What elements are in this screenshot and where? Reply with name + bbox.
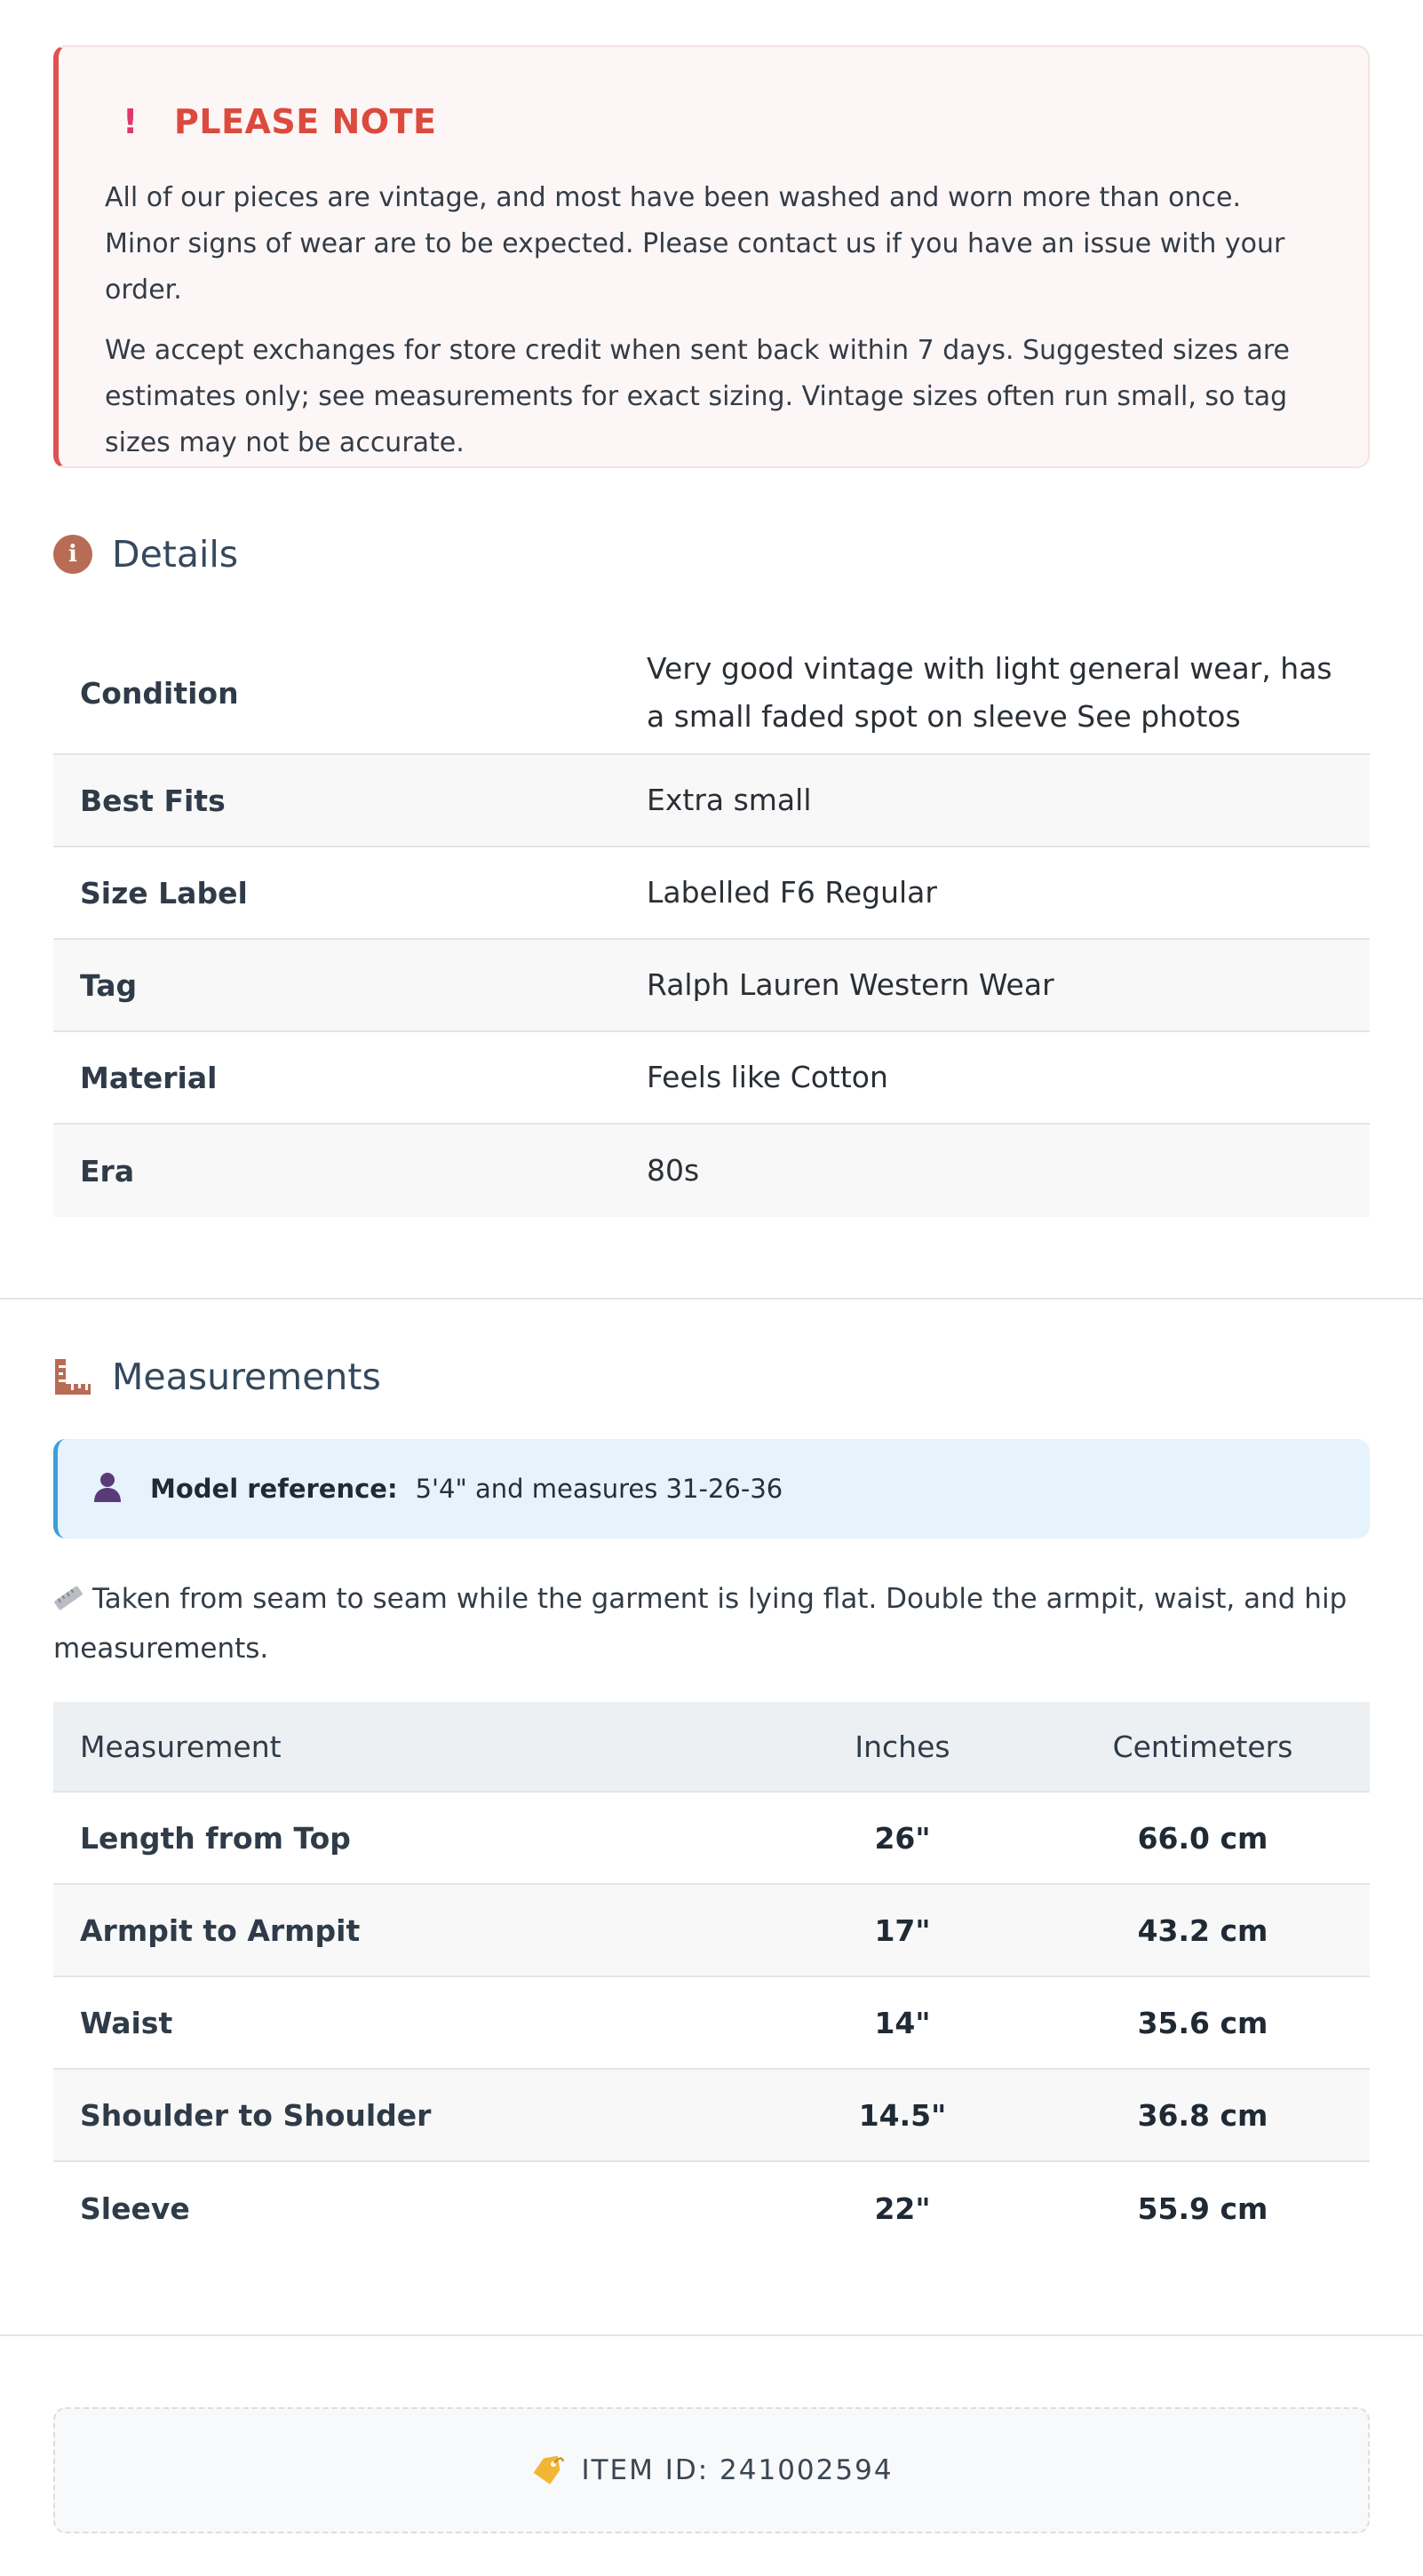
- measurement-name: Waist: [80, 2005, 173, 2040]
- detail-value: Very good vintage with light general wear, has a small faded spot on sleeve See photos: [647, 651, 1332, 734]
- measurement-cm: 35.6 cm: [1137, 2005, 1268, 2040]
- measurement-inches: 26": [874, 1820, 931, 1856]
- table-row: [53, 1793, 1370, 1885]
- measurement-name: Sleeve: [80, 2190, 190, 2226]
- detail-label: Era: [80, 1153, 135, 1189]
- table-header-row: [53, 1702, 1370, 1793]
- measurements-table: [53, 1702, 1370, 2254]
- table-row: [53, 755, 1370, 847]
- notice-paragraph: All of our pieces are vintage, and most have been washed and worn more than once. Minor signs of wear are to be expected. Please contact us if you have an issue with your order.: [105, 182, 1285, 306]
- item-id-text: ITEM ID: 241002594: [581, 2454, 894, 2486]
- measurement-cm: 43.2 cm: [1137, 1912, 1268, 1948]
- detail-value: Ralph Lauren Western Wear: [647, 967, 1054, 1002]
- measurement-cm: 36.8 cm: [1137, 2097, 1268, 2133]
- detail-label: Best Fits: [80, 783, 226, 818]
- detail-value: Feels like Cotton: [647, 1060, 888, 1094]
- table-row: [53, 2070, 1370, 2162]
- table-row: [53, 847, 1370, 940]
- exclamation-icon: !: [123, 102, 139, 141]
- measurement-note: [53, 1576, 1370, 1672]
- column-header: Centimeters: [1112, 1729, 1293, 1764]
- detail-label: Material: [80, 1060, 218, 1095]
- person-icon: [91, 1471, 123, 1507]
- measurement-name: Shoulder to Shoulder: [80, 2097, 432, 2133]
- info-icon: i: [53, 535, 92, 574]
- measurement-inches: 14.5": [858, 2097, 947, 2133]
- notice-box: [53, 45, 1370, 468]
- section-divider: [0, 1298, 1423, 1300]
- table-row: [53, 1885, 1370, 1977]
- ruler-icon: [53, 1357, 92, 1396]
- detail-label: Size Label: [80, 875, 248, 910]
- measurement-note-text: Taken from seam to seam while the garment is lying flat. Double the armpit, waist, and hip measurements.: [53, 1583, 1347, 1665]
- detail-value: Extra small: [647, 783, 812, 817]
- table-row: [53, 1032, 1370, 1125]
- item-id-box: [53, 2407, 1370, 2533]
- measurement-cm: 55.9 cm: [1137, 2190, 1268, 2226]
- details-header: [53, 528, 238, 581]
- measurement-name: Armpit to Armpit: [80, 1912, 361, 1948]
- details-table: [53, 632, 1370, 1217]
- table-row: [53, 1977, 1370, 2070]
- notice-title: PLEASE NOTE: [174, 102, 437, 141]
- measurement-inches: 14": [874, 2005, 931, 2040]
- measurement-inches: 22": [874, 2190, 931, 2226]
- measurement-name: Length from Top: [80, 1820, 351, 1856]
- ruler-small-icon: [53, 1579, 83, 1626]
- detail-label: Condition: [80, 675, 239, 711]
- details-title: Details: [112, 533, 239, 576]
- measurement-inches: 17": [874, 1912, 931, 1948]
- measurements-title: Measurements: [112, 1356, 381, 1398]
- table-row: [53, 2162, 1370, 2254]
- detail-label: Tag: [80, 967, 138, 1003]
- tag-icon: [529, 2453, 565, 2488]
- section-divider: [0, 2334, 1423, 2336]
- table-row: [53, 940, 1370, 1032]
- model-reference-text: 5'4" and measures 31-26-36: [415, 1474, 783, 1504]
- notice-paragraph: We accept exchanges for store credit when sent back within 7 days. Suggested sizes are estimates only; see measurements for exact sizing. Vintage sizes often run small, so tag sizes may not be accurate.: [105, 335, 1291, 458]
- column-header: Inches: [855, 1729, 950, 1764]
- table-row: [53, 632, 1370, 755]
- measurements-header: [53, 1350, 381, 1403]
- detail-value: Labelled F6 Regular: [647, 875, 937, 910]
- table-row: [53, 1125, 1370, 1217]
- column-header: Measurement: [80, 1729, 282, 1764]
- model-reference-label: Model reference:: [150, 1474, 398, 1504]
- notice-header: [105, 100, 1324, 143]
- detail-value: 80s: [647, 1153, 700, 1188]
- model-reference-box: [53, 1439, 1370, 1538]
- measurement-cm: 66.0 cm: [1137, 1820, 1268, 1856]
